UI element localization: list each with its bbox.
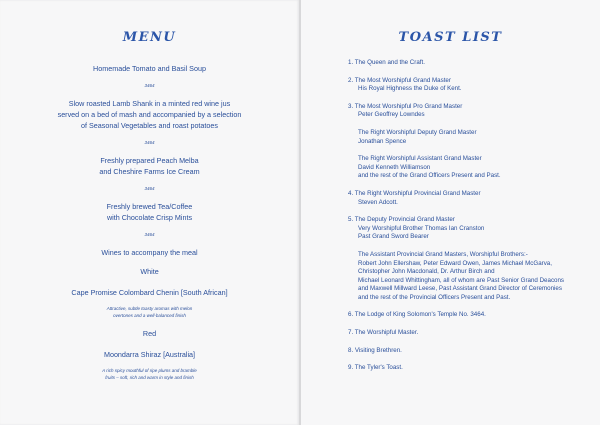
wine-note-line: overtones and a well-balanced finish — [113, 313, 186, 318]
toast-line: and Maxwell Millward Leese, Past Assistant Grand Director of Ceremonies — [358, 285, 562, 293]
toast-line: 4. The Right Worshipful Provincial Grand Master — [348, 189, 481, 197]
lodge-number: 3464 — [144, 140, 155, 145]
course-line: Homemade Tomato and Basil Soup — [93, 64, 206, 73]
toast-item — [348, 251, 592, 303]
toast-line: 9. The Tyler's Toast. — [348, 364, 403, 372]
toast-item — [348, 190, 592, 207]
wine-name-red: Moondarra Shiraz [Australia] — [103, 350, 196, 359]
toast-list-heading: TOAST LIST — [398, 30, 503, 45]
course-line: and Cheshire Farms Ice Cream — [99, 167, 200, 176]
menu-panel — [0, 0, 299, 425]
wines-heading: Wines to accompany the meal — [101, 248, 198, 257]
toast-item — [348, 216, 592, 242]
toast-line: and the rest of the Provincial Officers Present and Past. — [358, 293, 511, 301]
course-coffee — [0, 201, 299, 223]
toast-line: Michael Leonard Whittingham, all of whom are Past Senior Grand Deacons — [358, 276, 565, 284]
course-main — [0, 98, 299, 131]
toast-line: 1. The Queen and the Craft. — [348, 59, 425, 66]
wine-colour-red: Red — [142, 329, 157, 338]
toast-item — [348, 311, 592, 320]
toast-item — [348, 347, 592, 356]
menu-courses — [0, 63, 299, 390]
toast-line: Robert John Ellershaw, Peter Edward Owen, James Michael McGarva, — [358, 259, 552, 267]
toast-line: The Right Worshipful Assistant Grand Master — [358, 155, 482, 163]
toast-line: His Royal Highness the Duke of Kent. — [358, 85, 462, 93]
lodge-number: 3464 — [144, 83, 155, 88]
course-line: with Chocolate Crisp Mints — [106, 213, 193, 222]
toast-line: David Kenneth Williamson — [358, 163, 431, 171]
toast-line: 5. The Deputy Provincial Grand Master — [348, 216, 455, 224]
toast-line: 2. The Most Worshipful Grand Master — [348, 76, 451, 84]
toast-line: Christopher John Macdonald, Dr. Arthur Birch and — [358, 268, 495, 276]
toast-line: Steven Adcott. — [358, 198, 398, 206]
course-line: served on a bed of mash and accompanied by a selection — [57, 110, 242, 119]
toast-item — [348, 103, 592, 120]
toast-item — [348, 59, 592, 68]
toast-line: 6. The Lodge of King Solomon's Temple No. 3464. — [348, 311, 486, 319]
toast-line: 7. The Worshipful Master. — [348, 329, 419, 337]
toast-item — [348, 329, 592, 338]
wine-note-red — [0, 367, 299, 381]
toast-line: The Right Worshipful Deputy Grand Master — [358, 128, 477, 136]
toast-item — [348, 364, 592, 373]
toast-line: Past Grand Sword Bearer — [358, 233, 429, 241]
wine-note-line: fruits – soft, rich and warm in style and finish — [105, 375, 194, 380]
toast-line: Jonathan Spence — [358, 137, 407, 145]
toast-line: The Assistant Provincial Grand Masters, Worshipful Brothers:- — [358, 250, 528, 258]
toast-line: Peter Geoffrey Lowndes — [358, 111, 425, 119]
toast-item — [348, 129, 592, 146]
toast-line: 8. Visiting Brethren. — [348, 346, 402, 354]
menu-heading: MENU — [122, 30, 177, 45]
course-line: of Seasonal Vegetables and roast potatoes — [80, 121, 219, 130]
toast-line: and the rest of the Grand Officers Present and Past. — [358, 172, 501, 180]
wine-note-line: A rich spicy mouthful of ripe plums and bramble — [102, 368, 197, 373]
course-soup — [0, 63, 299, 74]
toast-item — [348, 77, 592, 94]
wine-note-line: Attractive, subtle toasty aromas with melon — [106, 306, 193, 311]
course-line: Freshly prepared Peach Melba — [100, 156, 199, 165]
toast-line: Very Worshipful Brother Thomas Ian Cranston — [358, 224, 485, 232]
course-line: Slow roasted Lamb Shank in a minted red wine jus — [68, 99, 231, 108]
toast-item — [348, 155, 592, 181]
course-line: Freshly brewed Tea/Coffee — [106, 202, 193, 211]
wine-colour-white: White — [140, 267, 159, 276]
wine-note-white — [0, 305, 299, 319]
toast-list-panel — [301, 0, 600, 425]
lodge-number: 3464 — [144, 232, 155, 237]
lodge-number: 3464 — [144, 186, 155, 191]
course-dessert — [0, 155, 299, 177]
wine-name-white: Cape Promise Colombard Chenin [South African] — [71, 288, 228, 297]
toast-list — [348, 59, 592, 382]
toast-line: 3. The Most Worshipful Pro Grand Master — [348, 102, 463, 110]
